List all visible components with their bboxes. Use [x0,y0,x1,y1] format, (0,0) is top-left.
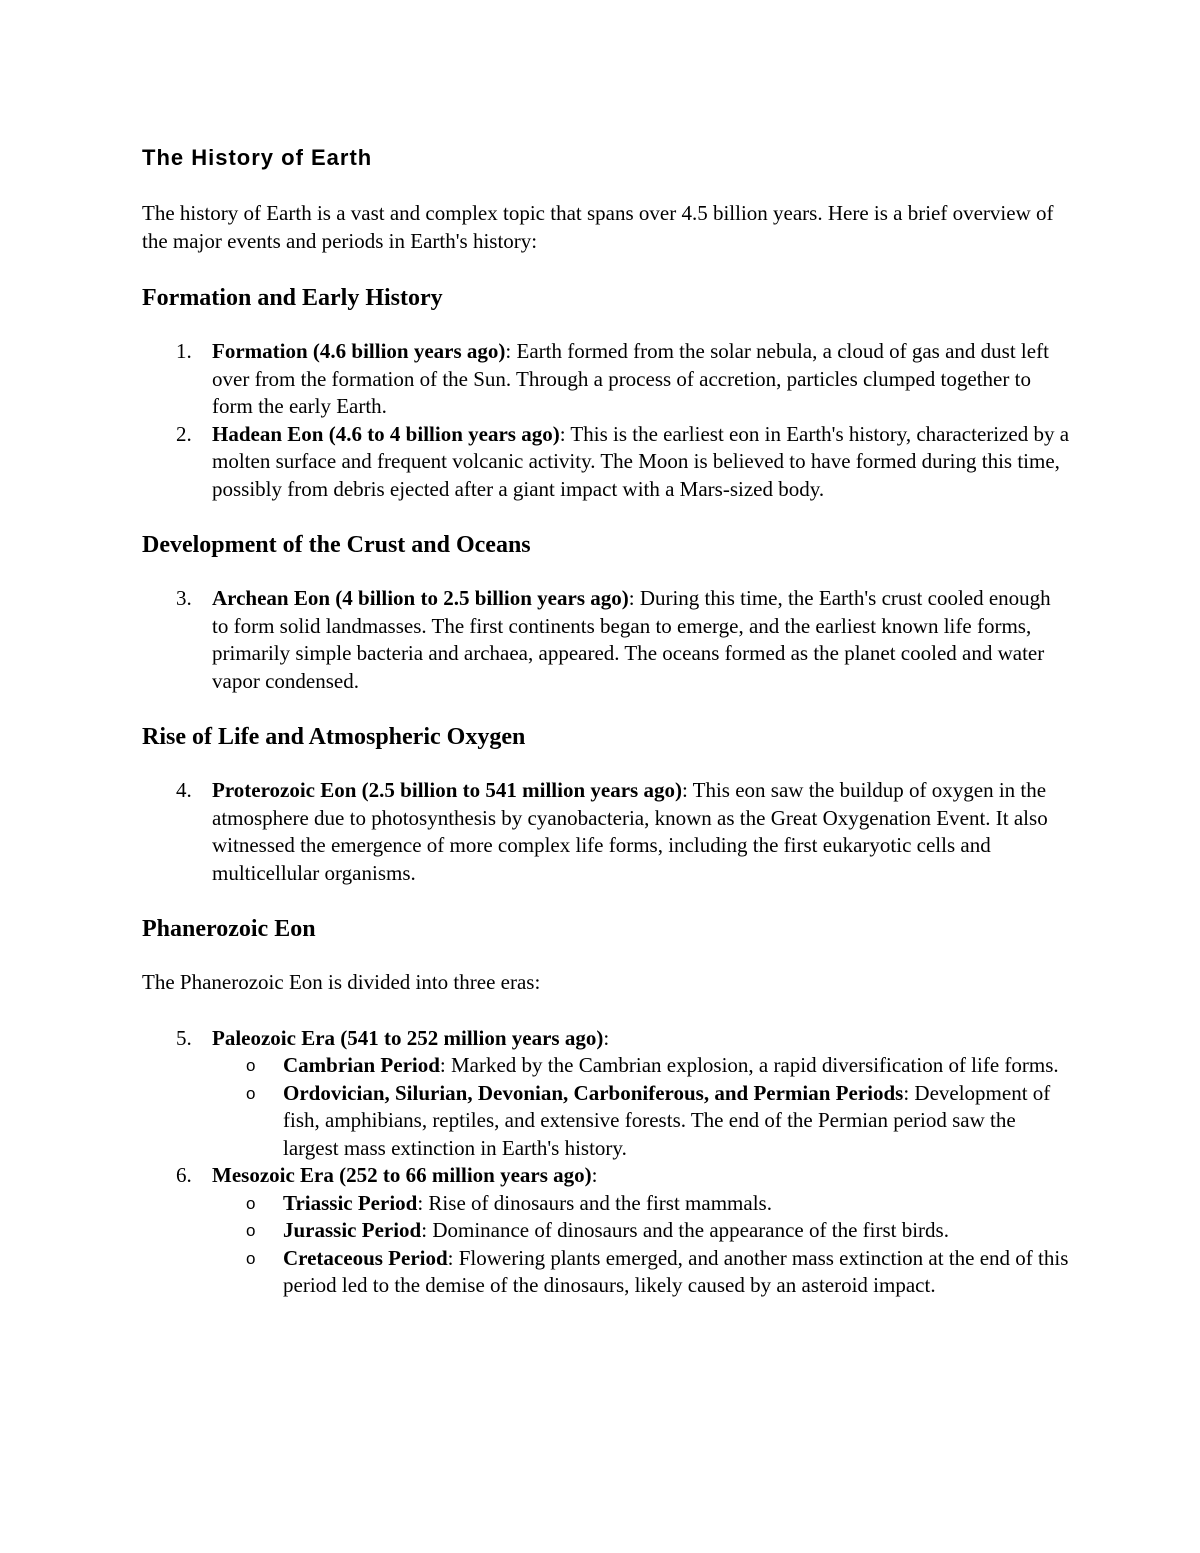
sub-item-term: Cambrian Period [283,1053,440,1077]
list-number: 6. [176,1163,192,1187]
crust-list [142,585,1072,695]
mesozoic-sublist [212,1190,1072,1300]
paleozoic-sublist [212,1052,1072,1162]
document-page [142,140,1072,1327]
phanerozoic-list [142,1025,1072,1300]
item-term: Mesozoic Era (252 to 66 million years ago) [212,1163,592,1187]
item-term: Archean Eon (4 billion to 2.5 billion years ago) [212,586,629,610]
item-term: Hadean Eon (4.6 to 4 billion years ago) [212,421,560,446]
formation-list [142,338,1072,503]
sub-list-item [142,1052,1072,1080]
sub-item-term: Ordovician, Silurian, Devonian, Carboniferous, and Permian Periods [283,1080,904,1105]
item-term: Formation (4.6 billion years ago) [212,339,506,363]
sub-list-item [142,1190,1072,1218]
item-text: : This is the earliest eon in Earth's history, characterized by a molten surface and frequent volcanic activity. The Moon is believed to have formed during this time, possibly from debris ejected after a giant impact with a Mars-sized body. [212,421,1070,501]
bullet-marker: o [246,1221,256,1240]
item-term: Proterozoic Eon (2.5 billion to 541 million years ago) [212,778,682,802]
item-text: : [603,1025,610,1050]
bullet-marker: o [246,1056,256,1075]
bullet-marker: o [246,1083,256,1103]
section-heading-formation: Formation and Early History [142,285,443,311]
list-number: 4. [176,778,192,802]
sub-item-term: Triassic Period [283,1190,418,1215]
sub-item-text: : Flowering plants emerged, and another mass extinction at the end of this period led to the demise of the dinosaurs, likely caused by an asteroid impact. [283,1245,1069,1297]
list-number: 5. [176,1025,192,1050]
section-heading-crust: Development of the Crust and Oceans [142,532,531,558]
document-title: The History of Earth [142,145,373,170]
sub-list-item [142,1245,1072,1300]
sub-item-term: Cretaceous Period [283,1245,448,1270]
sub-item-term: Jurassic Period [283,1218,422,1242]
item-term: Paleozoic Era (541 to 252 million years ago) [212,1025,604,1050]
list-number: 3. [176,586,192,610]
phanerozoic-intro: The Phanerozoic Eon is divided into three eras: [142,970,541,994]
item-text: : Earth formed from the solar nebula, a cloud of gas and dust left over from the formation of the Sun. Through a process of accretion, particles clumped together to form the early Earth. [212,339,1049,418]
sub-item-text: : Marked by the Cambrian explosion, a rapid diversification of life forms. [439,1053,1059,1077]
sub-item-text: : Dominance of dinosaurs and the appearance of the first birds. [421,1218,949,1242]
item-text: : This eon saw the buildup of oxygen in the atmosphere due to photosynthesis by cyanobacteria, known as the Great Oxygenation Event. It also witnessed the emergence of more complex life forms, including the first eukaryotic cells and multicellular organisms. [212,778,1048,885]
list-item [142,1162,1072,1300]
list-item [142,777,1072,887]
sub-list-item [142,1080,1072,1163]
list-number: 2. [176,421,192,446]
intro-paragraph: The history of Earth is a vast and complex topic that spans over 4.5 billion years. Here is a brief overview of the major events and periods in Earth's history: [142,201,1054,253]
bullet-marker: o [246,1248,256,1268]
life-list [142,777,1072,887]
list-item [142,421,1072,504]
sub-item-text: : Rise of dinosaurs and the first mammals. [417,1190,772,1215]
section-heading-phanerozoic: Phanerozoic Eon [142,916,316,942]
list-item [142,1025,1072,1163]
sub-item-text: : Development of fish, amphibians, reptiles, and extensive forests. The end of the Permian period saw the largest mass extinction in Earth's history. [283,1080,1051,1160]
bullet-marker: o [246,1193,256,1213]
list-item [142,585,1072,695]
sub-list-item [142,1217,1072,1245]
item-text: : [591,1163,598,1187]
list-item [142,338,1072,421]
item-text: : During this time, the Earth's crust cooled enough to form solid landmasses. The first continents began to emerge, and the earliest known life forms, primarily simple bacteria and archaea, appeared. The oceans formed as the planet cooled and water vapor condensed. [212,586,1051,693]
section-heading-life: Rise of Life and Atmospheric Oxygen [142,724,526,750]
list-number: 1. [176,339,192,363]
